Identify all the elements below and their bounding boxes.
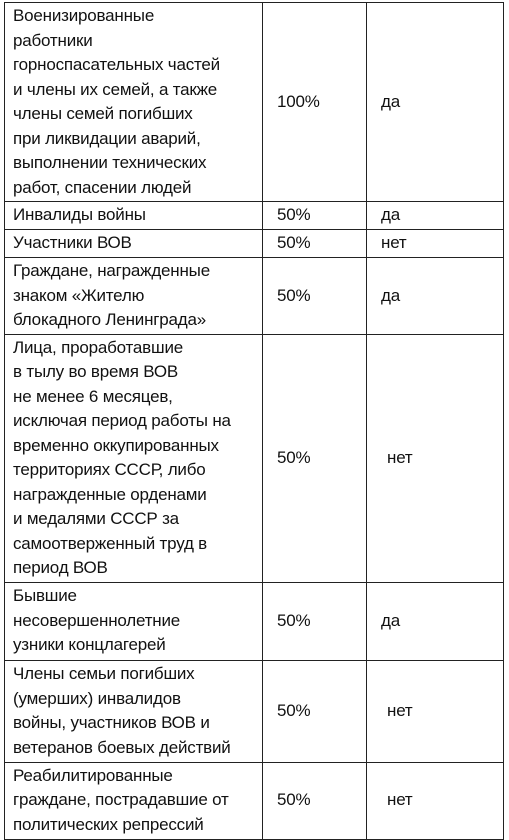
table-row: [5, 202, 504, 230]
flag-cell: нет: [367, 334, 504, 582]
flag-cell: да: [367, 3, 504, 202]
flag-cell: нет: [367, 762, 504, 839]
benefits-table: [4, 2, 504, 840]
discount-cell: 50%: [263, 230, 367, 258]
category-cell: Лица, проработавшие в тылу во время ВОВ не менее 6 месяцев, исключая период работы на временно оккупированных территориях СССР, либо награжденные орденами и медалями СССР за самоотверженный труд в период ВОВ: [5, 334, 263, 582]
discount-cell: 50%: [263, 582, 367, 660]
flag-cell: нет: [367, 660, 504, 762]
discount-cell: 50%: [263, 660, 367, 762]
discount-cell: 50%: [263, 334, 367, 582]
table-body: [5, 3, 504, 840]
table-row: [5, 762, 504, 839]
discount-cell: 100%: [263, 3, 367, 202]
table-row: [5, 334, 504, 582]
flag-cell: да: [367, 202, 504, 230]
category-cell: Военизированные работники горноспасательных частей и члены их семей, а также члены семей погибших при ликвидации аварий, выполнении технических работ, спасении людей: [5, 3, 263, 202]
discount-cell: 50%: [263, 258, 367, 335]
table-row: [5, 660, 504, 762]
table-row: [5, 3, 504, 202]
category-cell: Участники ВОВ: [5, 230, 263, 258]
table-row: [5, 230, 504, 258]
discount-cell: 50%: [263, 202, 367, 230]
table-row: [5, 582, 504, 660]
discount-cell: 50%: [263, 762, 367, 839]
flag-cell: нет: [367, 230, 504, 258]
flag-cell: да: [367, 582, 504, 660]
category-cell: Бывшие несовершеннолетние узники концлагерей: [5, 582, 263, 660]
category-cell: Граждане, награжденные знаком «Жителю блокадного Ленинграда»: [5, 258, 263, 335]
table-row: [5, 258, 504, 335]
category-cell: Инвалиды войны: [5, 202, 263, 230]
category-cell: Реабилитированные граждане, пострадавшие от политических репрессий: [5, 762, 263, 839]
flag-cell: да: [367, 258, 504, 335]
category-cell: Члены семьи погибших (умерших) инвалидов войны, участников ВОВ и ветеранов боевых действий: [5, 660, 263, 762]
